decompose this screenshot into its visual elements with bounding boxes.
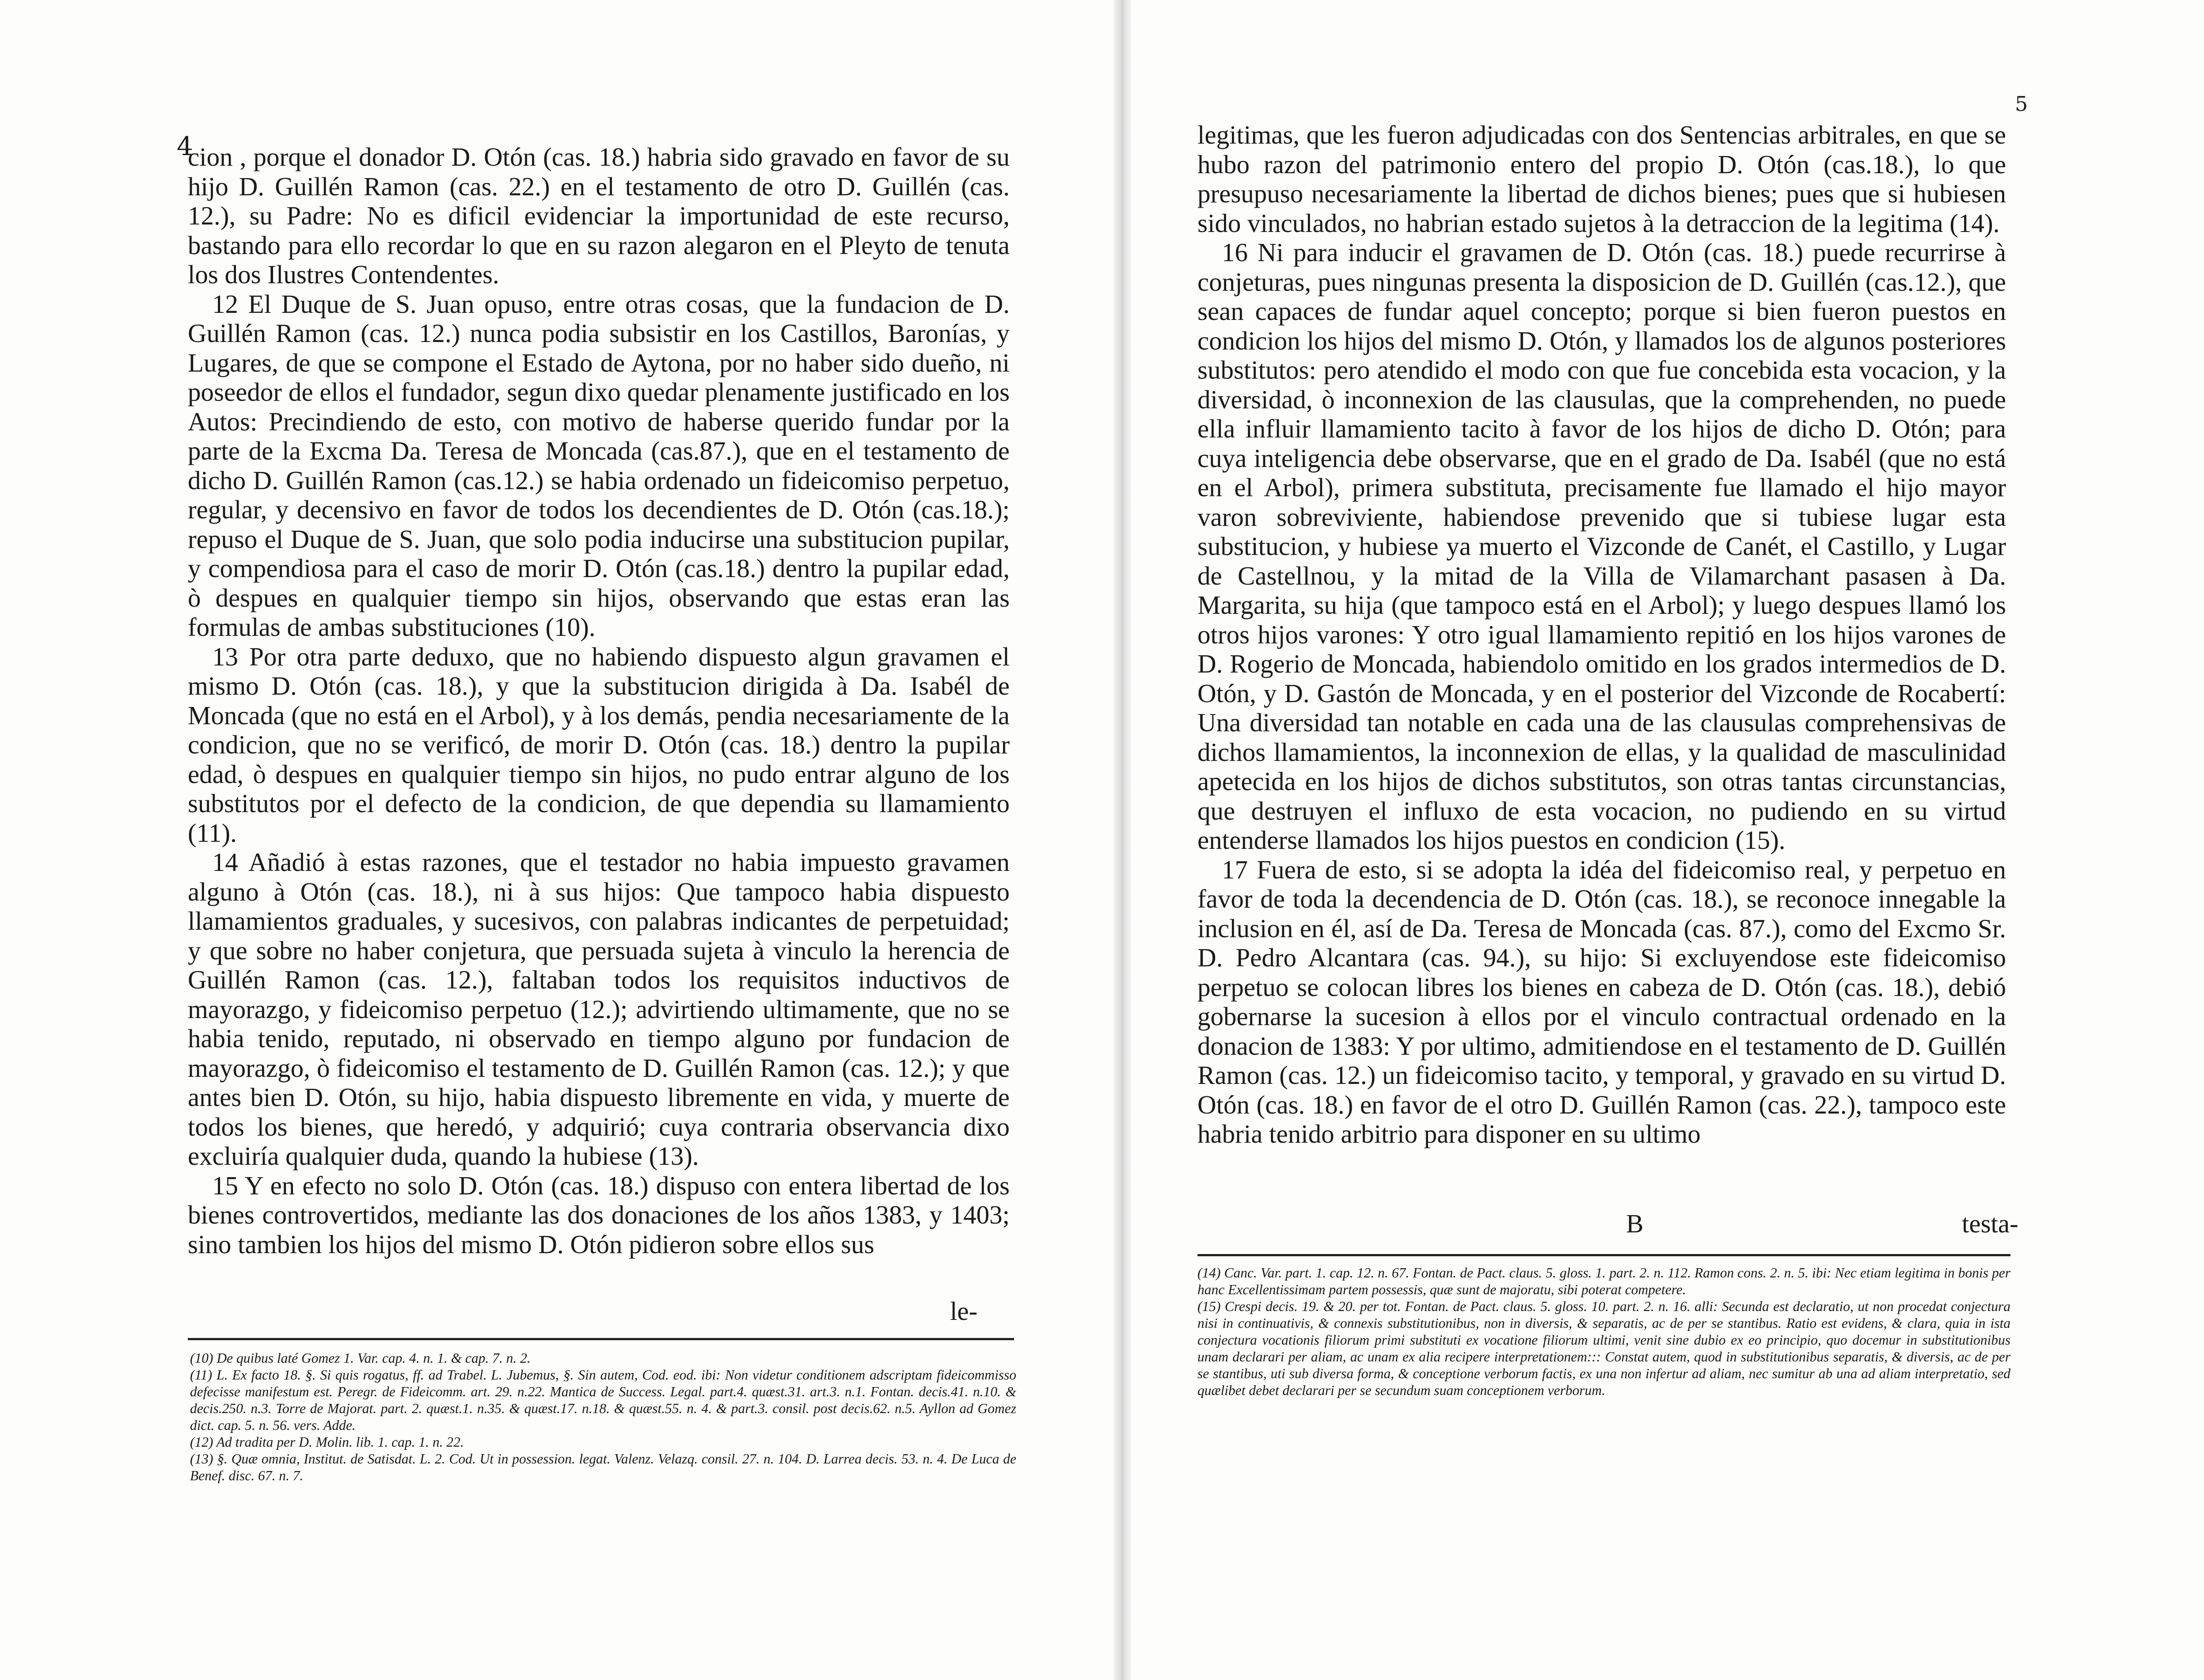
right-page	[1131, 0, 2204, 1680]
footnotes	[1197, 1265, 2010, 1399]
footnote: (10) De quibus laté Gomez 1. Var. cap. 4. n. 1. & cap. 7. n. 2.	[190, 1350, 531, 1366]
book-gutter	[1113, 0, 1131, 1680]
footnote: (12) Ad tradita per D. Molin. lib. 1. cap. 1. n. 22.	[190, 1434, 464, 1450]
paragraph-continuation: legitimas, que les fueron adjudicadas con dos Sentencias arbitrales, en que se hubo razon del patrimonio entero del propio D. Otón (cas.18.), lo que presupuso necesariamente la libertad de dichos bienes; pues que si hubiesen sido vinculados, no habrian estado sujetos à la detraccion de la legitima (14).	[1197, 120, 2006, 238]
paragraph-15: 15 Y en efecto no solo D. Otón (cas. 18.) dispuso con entera libertad de los bienes controvertidos, mediante las dos donaciones de los años 1383, y 1403; sino tambien los hijos del mismo D. Otón pidieron sobre ellos sus	[188, 1171, 1010, 1259]
footnote-divider	[188, 1338, 1014, 1340]
footnote: (13) §. Quæ omnia, Institut. de Satisdat. L. 2. Cod. Ut in possession. legat. Valenz. Velazq. consil. 27. n. 104. D. Larrea decis. 53. n. 4. De Luca de Benef. disc. 67. n. 7.	[190, 1451, 1016, 1483]
page-number: 5	[2015, 92, 2028, 116]
footnote-divider	[1197, 1254, 2010, 1256]
paragraph-17: 17 Fuera de esto, si se adopta la idéa del fideicomiso real, y perpetuo en favor de toda la decendencia de D. Otón (cas. 18.), se reconoce innegable la inclusion en él, así de Da. Teresa de Moncada (cas. 87.), como del Excmo Sr. D. Pedro Alcantara (cas. 94.), su hijo: Si excluyendose este fideicomiso perpetuo se colocan libres los bienes en cabeza de D. Otón (cas. 18.), debió gobernarse la sucesion à ellos por el vinculo contractual ordenado en la donacion de 1383: Y por ultimo, admitiendose en el testamento de D. Guillén Ramon (cas. 12.) un fideicomiso tacito, y temporal, y gravado en su virtud D. Otón (cas. 18.) en favor de el otro D. Guillén Ramon (cas. 22.), tampoco este habria tenido arbitrio para disponer en su ultimo	[1197, 855, 2006, 1148]
paragraph-13: 13 Por otra parte deduxo, que no habiendo dispuesto algun gravamen el mismo D. Otón (cas. 18.), y que la substitucion dirigida à Da. Isabél de Moncada (que no está en el Arbol), y à los demás, pendia necesariamente de la condicion, que no se verificó, de morir D. Otón (cas. 18.) dentro la pupilar edad, ò despues en qualquier tiempo sin hijos, no pudo entrar alguno de los substitutos por el defecto de la condicion, de que dependia su llamamiento (11).	[188, 642, 1010, 848]
paragraph-12: 12 El Duque de S. Juan opuso, entre otras cosas, que la fundacion de D. Guillén Ramon (cas. 12.) nunca podia subsistir en los Castillos, Baronías, y Lugares, de que se compone el Estado de Aytona, por no haber sido dueño, ni poseedor de ellos el fundador, segun dixo quedar plenamente justificado en los Autos: Precindiendo de esto, con motivo de haberse querido fundar por la parte de la Excma Da. Teresa de Moncada (cas.87.), que en el testamento de dicho D. Guillén Ramon (cas.12.) se habia ordenado un fideicomiso perpetuo, regular, y decensivo en favor de todos los decendientes de D. Otón (cas.18.); repuso el Duque de S. Juan, que solo podia inducirse una substitucion pupilar, y compendiosa para el caso de morir D. Otón (cas.18.) dentro la pupilar edad, ò despues en qualquier tiempo sin hijos, observando que estas eran las formulas de ambas substituciones (10).	[188, 289, 1010, 642]
footnote: (14) Canc. Var. part. 1. cap. 12. n. 67. Fontan. de Pact. claus. 5. gloss. 1. part. 2. n. 112. Ramon cons. 2. n. 5. ibi: Nec etiam legitima in bonis per hanc Excellentissimam partem possessis, quæ sunt de majoratu, sibi poterat competere.	[1197, 1265, 2010, 1297]
paragraph-16: 16 Ni para inducir el gravamen de D. Otón (cas. 18.) puede recurrirse à conjeturas, pues ningunas presenta la disposicion de D. Guillén (cas.12.), que sean capaces de fundar aquel concepto; porque si bien fueron puestos en condicion los hijos del mismo D. Otón, y llamados los de algunos posteriores substitutos: pero atendido el modo con que fue concebida esta vocacion, y la diversidad, ò inconnexion de las clausulas, que la comprehenden, no puede ella influir llamamiento tacito à favor de los hijos de dicho D. Otón; para cuya inteligencia debe observarse, que en el grado de Da. Isabél (que no está en el Arbol), primera substituta, precisamente fue llamado el hijo mayor varon sobreviviente, habiendose prevenido que si tubiese lugar esta substitucion, y hubiese ya muerto el Vizconde de Canét, el Castillo, y Lugar de Castellnou, y la mitad de la Villa de Vilamarchant pasasen à Da. Margarita, su hija (que tampoco está en el Arbol); y luego despues llamó los otros hijos varones: Y otro igual llamamiento repitió en los hijos varones de D. Rogerio de Moncada, habiendolo omitido en los grados intermedios de D. Otón, y D. Gastón de Moncada, y en el posterior del Vizconde de Rocabertí: Una diversidad tan notable en cada una de las clausulas comprehensivas de dichos llamamientos, la inconnexion de ellas, y la qualidad de masculinidad apetecida en los hijos de dichos substitutos, son otras tantas circunstancias, que destruyen el influxo de esta vocacion, no pudiendo en su virtud entenderse llamados los hijos puestos en condicion (15).	[1197, 238, 2006, 855]
catchword: testa-	[1962, 1209, 2018, 1238]
paragraph-continuation: cion , porque el donador D. Otón (cas. 18.) habria sido gravado en favor de su hijo D. Guillén Ramon (cas. 22.) en el testamento de otro D. Guillén (cas. 12.), su Padre: No es dificil evidenciar la importunidad de este recurso, bastando para ello recordar lo que en su razon alegaron en el Pleyto de tenuta los dos Ilustres Contendentes.	[188, 142, 1010, 289]
footnote: (15) Crespi decis. 19. & 20. per tot. Fontan. de Pact. claus. 5. gloss. 10. part. 2. n. 16. alli: Secunda est declaratio, ut non procedat conjectura nisi in continuativis, & connexis substitutionibus, non in diversis, & separatis, ac de per se stantibus. Ratio est evidens, & clara, quia in ista conjectura vocationis filiorum primi substituti ex vocatione filiorum ultimi, venit sine dubio ex eo principio, quo docemur in substitutionibus unam declarari per aliam, ac unam ex alia recipere interpretationem::: Constat autem, quod in substitutionibus separatis, & diversis, ac de per se stantibus, uti sub diversa forma, & conceptione verborum factis, ex una non infertur ad aliam, nec sumitur ab una ad aliam interpretatio, sed quælibet debet declarari per se secundum suam conceptionem verborum.	[1197, 1299, 2010, 1398]
footnotes	[190, 1350, 1016, 1484]
catchword: le-	[950, 1296, 978, 1326]
body-text	[1197, 120, 2006, 1149]
paragraph-14: 14 Añadió à estas razones, que el testador no habia impuesto gravamen alguno à Otón (cas. 18.), ni à sus hijos: Que tampoco habia dispuesto llamamientos graduales, y sucesivos, con palabras indicantes de perpetuidad; y que sobre no haber conjetura, que persuada sujeta à vinculo la herencia de Guillén Ramon (cas. 12.), faltaban todos los requisitos inductivos de mayorazgo, y fideicomiso perpetuo (12.); advirtiendo ultimamente, que no se habia tenido, reputado, ni observado en tiempo alguno por fundacion de mayorazgo, ò fideicomiso el testamento de D. Guillén Ramon (cas. 12.); y que antes bien D. Otón, su hijo, habia dispuesto libremente en vida, y muerte de todos los bienes, que heredó, y adquirió; cuya contraria observancia dixo excluiría qualquier duda, quando la hubiese (13).	[188, 848, 1010, 1171]
body-text	[188, 142, 1010, 1259]
signature-mark: B	[1626, 1209, 1644, 1238]
page-number: 4	[177, 131, 193, 161]
footnote: (11) L. Ex facto 18. §. Si quis rogatus, ff. ad Trabel. L. Jubemus, §. Sin autem, Cod. eod. ibi: Non videtur conditionem adscriptam fideicommisso defecisse manifestum est. Peregr. de Fideicomm. art. 29. n.22. Mantica de Success. Legal. part.4. quæst.31. art.3. n.1. Fontan. decis.41. n.10. & decis.250. n.3. Torre de Majorat. part. 2. quæst.1. n.35. & quæst.17. n.18. & quæst.55. n. 4. & part.3. consil. post decis.62. n.5. Ayllon ad Gomez dict. cap. 5. n. 56. vers. Adde.	[190, 1367, 1016, 1433]
